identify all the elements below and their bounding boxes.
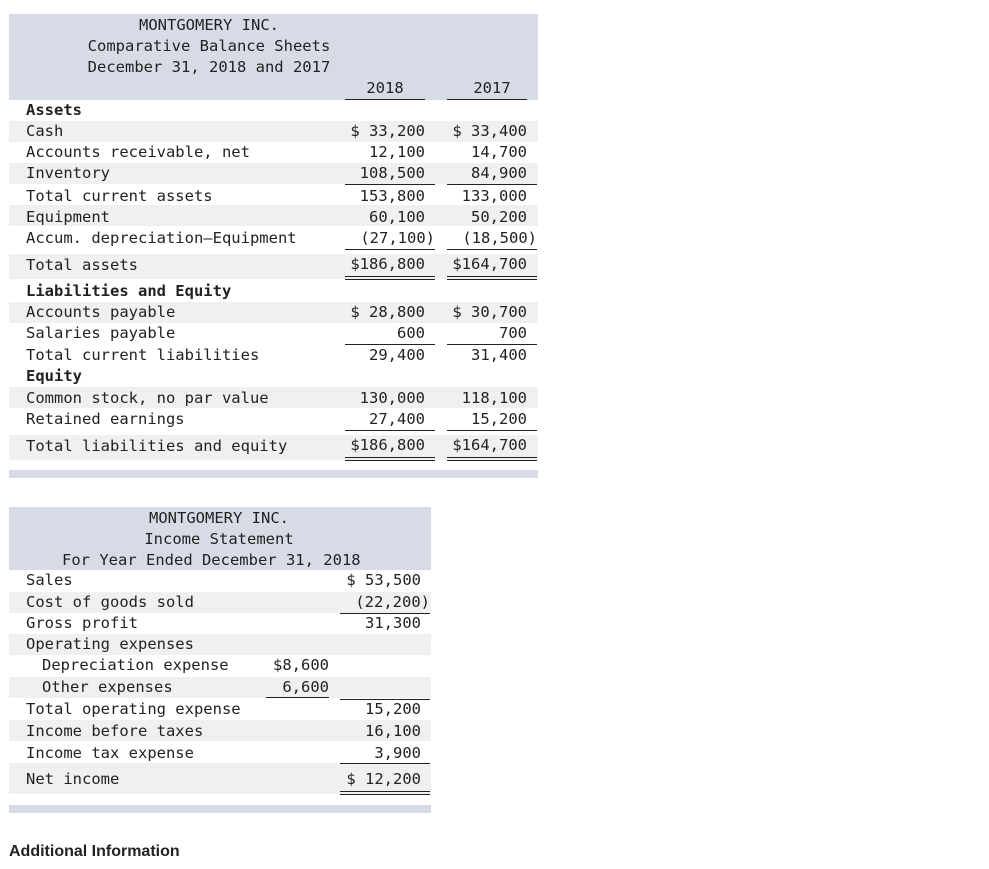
bs-company: MONTGOMERY INC. [139, 16, 279, 34]
bs-title: Comparative Balance Sheets [87, 37, 331, 55]
income-statement: MONTGOMERY INC. Income Statement For Year Ended December 31, 2018 Sales $ 53,500 Cost of goods sold (22,200) Gross profit 31,300 Operating expenses Depreciation expense $8,600 Other expenses 6,600 Total operating expense 15,200 Income before taxes 16,100 Income tax expense 3,900 Net income $ 12,200 [9, 507, 431, 813]
bs-col-2018: 2018 [366, 79, 404, 97]
equity-heading: Equity [26, 367, 82, 385]
liabilities-heading: Liabilities and Equity [26, 282, 232, 300]
assets-heading: Assets [26, 101, 82, 119]
balance-sheet: MONTGOMERY INC. Comparative Balance Sheets December 31, 2018 and 2017 2018 2017 Assets Cash $ 33,200 $ 33,400 Accounts receivable, net 12,100 14,700 Inventory 108,500 84,900 Total current assets 153,800 133,000 Equipment 60,100 50,200 Accum. depreciation—Equipment (27,100) (18,500) Total assets $186,800 $164,700 Liabilities and Equity Accounts payable $ 28,800 $ 30,700 Salaries payable 600 700 Total current liabilities 29,400 31,400 Equity Common stock, no par value 130,000 118,100 Retained earnings 27,400 15,200 Total liabilities and equity $186,800 $164,700 [9, 14, 538, 478]
is-company: MONTGOMERY INC. [149, 509, 289, 527]
additional-information-heading: Additional Information [9, 843, 180, 860]
is-title: Income Statement [144, 530, 294, 548]
bs-col-2017: 2017 [473, 79, 511, 97]
bs-date: December 31, 2018 and 2017 [87, 58, 331, 76]
is-period: For Year Ended December 31, 2018 [62, 551, 361, 569]
